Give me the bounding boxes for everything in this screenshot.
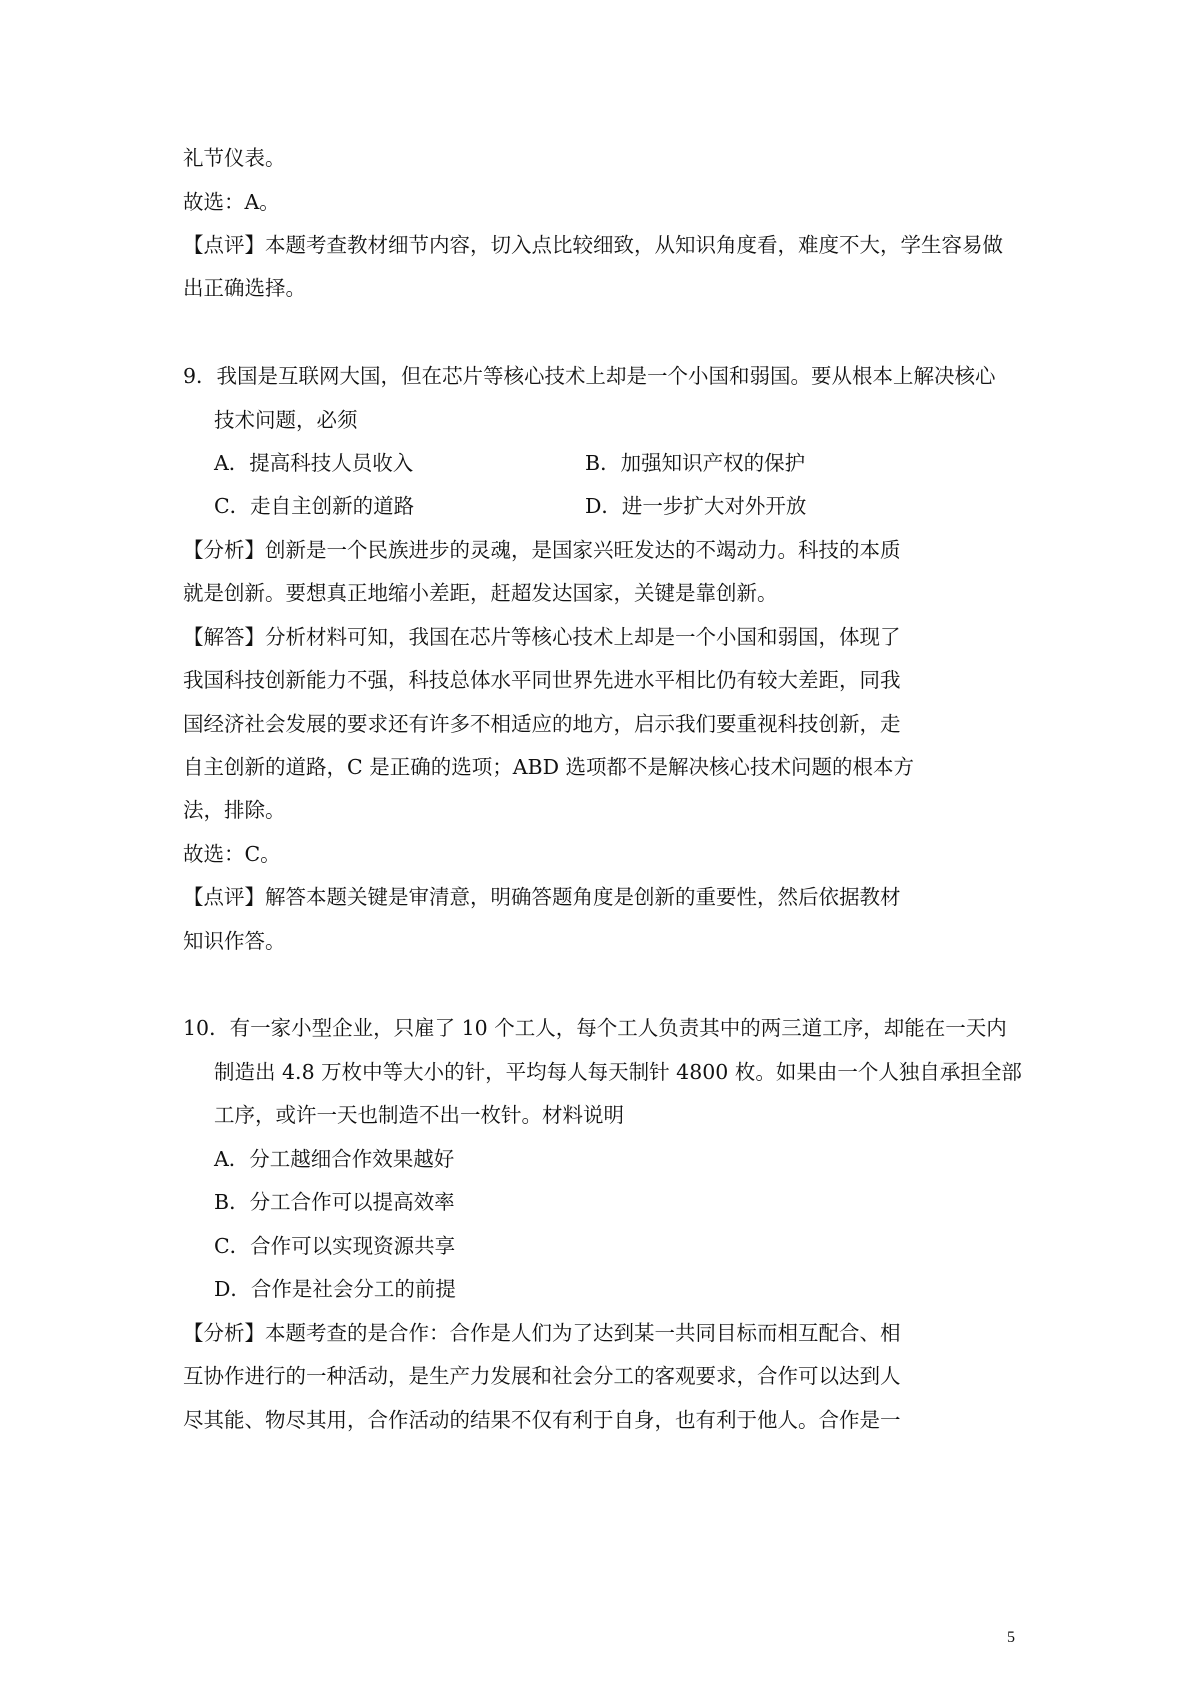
page-number: 5 [1007, 1629, 1015, 1646]
analysis-text: 创新是一个民族进步的灵魂，是国家兴旺发达的不竭动力。科技的本质 [265, 538, 901, 562]
solution-tag: 【解答】 [183, 625, 265, 649]
analysis-tag: 【分析】 [183, 1321, 265, 1345]
q10-option-b: B．分工合作可以提高效率 [214, 1190, 455, 1214]
q10-stem-line-2: 制造出 4.8 万枚中等大小的针，平均每人每天制针 4800 枚。如果由一个人独自承担全部 [214, 1060, 1022, 1084]
analysis-text: 本题考查的是合作：合作是人们为了达到某一共同目标而相互配合、相 [265, 1321, 901, 1345]
q9-comment-line-2: 知识作答。 [183, 929, 286, 953]
q9-solution-line-5: 法，排除。 [183, 798, 286, 822]
q9-option-b: B．加强知识产权的保护 [585, 451, 806, 475]
q10-analysis-line-1 [183, 1323, 901, 1344]
q9-solution-line-2: 我国科技创新能力不强，科技总体水平同世界先进水平相比仍有较大差距，同我 [183, 668, 901, 692]
q10-analysis-line-2: 互协作进行的一种活动，是生产力发展和社会分工的客观要求，合作可以达到人 [183, 1364, 901, 1388]
solution-text: 分析材料可知，我国在芯片等核心技术上却是一个小国和弱国，体现了 [265, 625, 901, 649]
q9-analysis-line-1 [183, 540, 901, 561]
q10-option-a: A．分工越细合作效果越好 [214, 1147, 455, 1171]
q9-option-c: C．走自主创新的道路 [214, 494, 415, 518]
comment-tag: 【点评】 [183, 233, 265, 257]
q10-analysis-line-3: 尽其能、物尽其用，合作活动的结果不仅有利于自身，也有利于他人。合作是一 [183, 1408, 901, 1432]
carryover-comment-line-1 [183, 235, 1003, 256]
q9-stem-line-1: 9．我国是互联网大国，但在芯片等核心技术上却是一个小国和弱国。要从根本上解决核心 [183, 364, 996, 388]
q9-solution-line-1 [183, 627, 901, 648]
q9-comment-line-1 [183, 887, 901, 908]
q10-stem-line-3: 工序，或许一天也制造不出一枚针。材料说明 [214, 1103, 624, 1127]
carryover-answer: 故选：A。 [183, 190, 280, 214]
comment-text: 解答本题关键是审清意，明确答题角度是创新的重要性，然后依据教材 [265, 885, 901, 909]
q9-analysis-line-2: 就是创新。要想真正地缩小差距，赶超发达国家，关键是靠创新。 [183, 581, 778, 605]
q9-option-d: D．进一步扩大对外开放 [585, 494, 807, 518]
q10-option-c: C．合作可以实现资源共享 [214, 1234, 456, 1258]
q9-solution-line-4: 自主创新的道路，C 是正确的选项；ABD 选项都不是解决核心技术问题的根本方 [183, 755, 915, 779]
q9-option-a: A．提高科技人员收入 [214, 451, 414, 475]
q9-stem-line-2: 技术问题，必须 [214, 408, 358, 432]
q10-option-d: D．合作是社会分工的前提 [214, 1277, 456, 1301]
q9-answer: 故选：C。 [183, 842, 281, 866]
comment-text: 本题考查教材细节内容，切入点比较细致，从知识角度看，难度不大，学生容易做 [265, 233, 1003, 257]
carryover-tail: 礼节仪表。 [183, 146, 286, 170]
q10-stem-line-1: 10．有一家小型企业，只雇了 10 个工人，每个工人负责其中的两三道工序，却能在一天内 [183, 1016, 1007, 1040]
q9-solution-line-3: 国经济社会发展的要求还有许多不相适应的地方，启示我们要重视科技创新，走 [183, 712, 901, 736]
carryover-comment-line-2: 出正确选择。 [183, 276, 306, 300]
comment-tag: 【点评】 [183, 885, 265, 909]
analysis-tag: 【分析】 [183, 538, 265, 562]
